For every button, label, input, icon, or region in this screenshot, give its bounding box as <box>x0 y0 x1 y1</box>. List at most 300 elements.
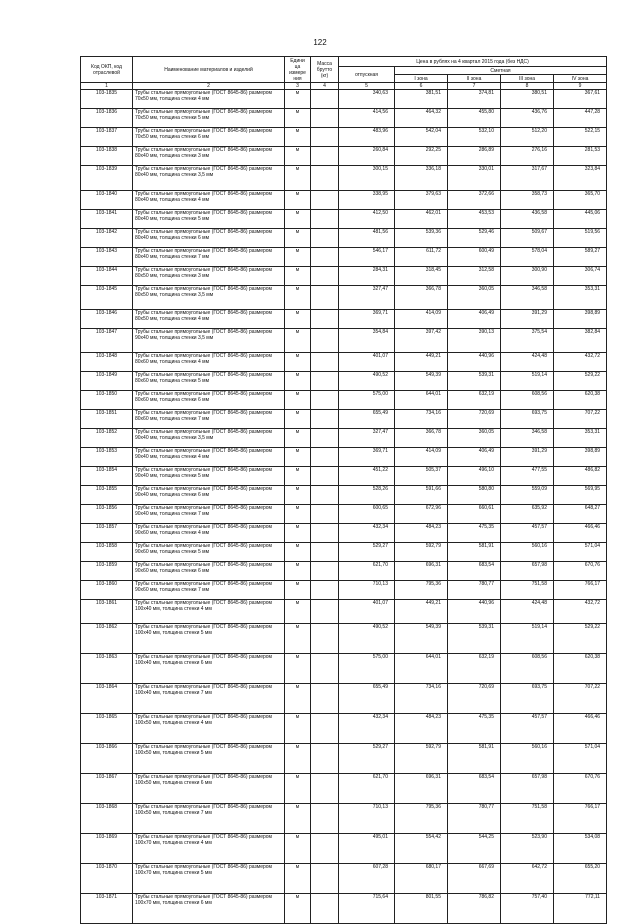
row-release-price: 490,52 <box>339 372 395 391</box>
row-name: Трубы стальные прямоугольные (ГОСТ 8645-86) размером 70х50 мм, толщина стенки 5 мм <box>133 109 285 128</box>
row-zone-3-price: 693,75 <box>501 684 554 714</box>
table-row <box>81 90 607 109</box>
row-mass <box>311 128 339 147</box>
row-name: Трубы стальные прямоугольные (ГОСТ 8645-86) размером 100х50 мм, толщина стенки 5 мм <box>133 744 285 774</box>
row-zone-4-price: 766,17 <box>554 581 607 600</box>
row-code: 103-1840 <box>81 191 133 210</box>
row-mass <box>311 147 339 166</box>
row-zone-2-price: 390,13 <box>448 329 501 353</box>
row-unit: м <box>285 229 311 248</box>
row-zone-3-price: 560,16 <box>501 744 554 774</box>
table-row <box>81 166 607 191</box>
row-mass <box>311 486 339 505</box>
row-unit: м <box>285 864 311 894</box>
row-zone-3-price: 509,67 <box>501 229 554 248</box>
row-name: Трубы стальные прямоугольные (ГОСТ 8645-86) размером 80х60 мм, толщина стенки 7 мм <box>133 410 285 429</box>
row-zone-4-price: 306,74 <box>554 267 607 286</box>
row-release-price: 621,70 <box>339 562 395 581</box>
row-zone-1-price: 292,25 <box>395 147 448 166</box>
table-row <box>81 310 607 329</box>
col-number: 3 <box>285 83 311 90</box>
row-zone-2-price: 496,10 <box>448 467 501 486</box>
row-zone-3-price: 635,92 <box>501 505 554 524</box>
table-row <box>81 864 607 894</box>
row-zone-2-price: 632,19 <box>448 391 501 410</box>
table-row <box>81 834 607 864</box>
row-zone-3-price: 457,57 <box>501 524 554 543</box>
header-estimate: Сметная <box>395 67 607 75</box>
table-row <box>81 191 607 210</box>
row-zone-2-price: 581,91 <box>448 744 501 774</box>
row-mass <box>311 372 339 391</box>
row-code: 103-1849 <box>81 372 133 391</box>
row-release-price: 529,27 <box>339 543 395 562</box>
table-row <box>81 714 607 744</box>
row-zone-2-price: 455,80 <box>448 109 501 128</box>
row-code: 103-1837 <box>81 128 133 147</box>
row-zone-1-price: 505,37 <box>395 467 448 486</box>
row-code: 103-1855 <box>81 486 133 505</box>
table-row <box>81 448 607 467</box>
row-zone-1-price: 696,31 <box>395 774 448 804</box>
row-unit: м <box>285 684 311 714</box>
row-name: Трубы стальные прямоугольные (ГОСТ 8645-86) размером 80х60 мм, толщина стенки 6 мм <box>133 391 285 410</box>
row-unit: м <box>285 654 311 684</box>
row-zone-4-price: 398,89 <box>554 448 607 467</box>
row-zone-4-price: 620,38 <box>554 391 607 410</box>
row-zone-3-price: 276,16 <box>501 147 554 166</box>
table-row <box>81 410 607 429</box>
row-mass <box>311 600 339 624</box>
row-code: 103-1866 <box>81 744 133 774</box>
row-mass <box>311 562 339 581</box>
row-zone-3-price: 519,14 <box>501 372 554 391</box>
row-mass <box>311 774 339 804</box>
row-code: 103-1869 <box>81 834 133 864</box>
row-zone-1-price: 611,72 <box>395 248 448 267</box>
row-mass <box>311 744 339 774</box>
table-row <box>81 581 607 600</box>
row-zone-2-price: 406,49 <box>448 310 501 329</box>
table-row <box>81 894 607 924</box>
row-zone-4-price: 323,84 <box>554 166 607 191</box>
row-zone-2-price: 720,69 <box>448 410 501 429</box>
row-zone-1-price: 672,96 <box>395 505 448 524</box>
table-row <box>81 128 607 147</box>
header-price-group: Цена в рублях на 4 квартал 2015 года (без НДС) <box>339 57 607 67</box>
row-release-price: 327,47 <box>339 286 395 310</box>
row-zone-1-price: 449,21 <box>395 353 448 372</box>
row-release-price: 300,15 <box>339 166 395 191</box>
row-code: 103-1836 <box>81 109 133 128</box>
table-row <box>81 229 607 248</box>
row-release-price: 546,17 <box>339 248 395 267</box>
row-zone-2-price: 360,05 <box>448 429 501 448</box>
row-name: Трубы стальные прямоугольные (ГОСТ 8645-86) размером 90х60 мм, толщина стенки 6 мм <box>133 562 285 581</box>
row-zone-3-price: 358,73 <box>501 191 554 210</box>
row-name: Трубы стальные прямоугольные (ГОСТ 8645-86) размером 100х50 мм, толщина стенки 4 мм <box>133 714 285 744</box>
row-zone-3-price: 642,72 <box>501 864 554 894</box>
row-mass <box>311 684 339 714</box>
row-name: Трубы стальные прямоугольные (ГОСТ 8645-86) размером 100х40 мм, толщина стенки 5 мм <box>133 624 285 654</box>
row-zone-2-price: 286,89 <box>448 147 501 166</box>
row-code: 103-1867 <box>81 774 133 804</box>
row-unit: м <box>285 562 311 581</box>
row-zone-1-price: 366,78 <box>395 286 448 310</box>
table-row <box>81 286 607 310</box>
row-zone-1-price: 414,09 <box>395 448 448 467</box>
row-zone-2-price: 475,35 <box>448 524 501 543</box>
row-code: 103-1852 <box>81 429 133 448</box>
row-zone-3-price: 578,04 <box>501 248 554 267</box>
row-zone-1-price: 801,55 <box>395 894 448 924</box>
row-code: 103-1853 <box>81 448 133 467</box>
row-mass <box>311 329 339 353</box>
row-zone-3-price: 751,58 <box>501 804 554 834</box>
row-code: 103-1846 <box>81 310 133 329</box>
row-unit: м <box>285 372 311 391</box>
row-zone-3-price: 757,40 <box>501 894 554 924</box>
row-zone-4-price: 589,27 <box>554 248 607 267</box>
col-number: 6 <box>395 83 448 90</box>
row-zone-2-price: 632,19 <box>448 654 501 684</box>
row-mass <box>311 90 339 109</box>
row-code: 103-1865 <box>81 714 133 744</box>
row-release-price: 412,50 <box>339 210 395 229</box>
row-unit: м <box>285 448 311 467</box>
row-code: 103-1838 <box>81 147 133 166</box>
row-name: Трубы стальные прямоугольные (ГОСТ 8645-86) размером 90х60 мм, толщина стенки 4 мм <box>133 524 285 543</box>
row-zone-4-price: 529,22 <box>554 624 607 654</box>
col-number: 4 <box>311 83 339 90</box>
row-release-price: 451,22 <box>339 467 395 486</box>
row-zone-2-price: 532,10 <box>448 128 501 147</box>
row-name: Трубы стальные прямоугольные (ГОСТ 8645-86) размером 80х60 мм, толщина стенки 5 мм <box>133 372 285 391</box>
row-zone-3-price: 751,58 <box>501 581 554 600</box>
row-unit: м <box>285 128 311 147</box>
row-zone-2-price: 660,61 <box>448 505 501 524</box>
row-unit: м <box>285 505 311 524</box>
col-number: 7 <box>448 83 501 90</box>
row-zone-2-price: 406,49 <box>448 448 501 467</box>
row-release-price: 414,56 <box>339 109 395 128</box>
row-unit: м <box>285 210 311 229</box>
row-mass <box>311 267 339 286</box>
row-release-price: 284,31 <box>339 267 395 286</box>
row-zone-1-price: 734,16 <box>395 410 448 429</box>
header-zone-1: I зона <box>395 75 448 83</box>
row-code: 103-1842 <box>81 229 133 248</box>
row-zone-3-price: 457,57 <box>501 714 554 744</box>
table-body <box>81 90 607 924</box>
row-unit: м <box>285 581 311 600</box>
row-mass <box>311 543 339 562</box>
row-zone-2-price: 539,31 <box>448 372 501 391</box>
table-row <box>81 329 607 353</box>
row-name: Трубы стальные прямоугольные (ГОСТ 8645-86) размером 80х40 мм, толщина стенки 4 мм <box>133 191 285 210</box>
row-zone-3-price: 693,75 <box>501 410 554 429</box>
row-release-price: 432,34 <box>339 714 395 744</box>
table-row <box>81 562 607 581</box>
row-zone-2-price: 683,54 <box>448 562 501 581</box>
row-zone-2-price: 683,54 <box>448 774 501 804</box>
row-name: Трубы стальные прямоугольные (ГОСТ 8645-86) размером 90х40 мм, толщина стенки 4 мм <box>133 448 285 467</box>
row-zone-4-price: 648,27 <box>554 505 607 524</box>
row-release-price: 528,26 <box>339 486 395 505</box>
row-zone-3-price: 424,48 <box>501 353 554 372</box>
row-zone-3-price: 560,16 <box>501 543 554 562</box>
row-zone-1-price: 734,16 <box>395 684 448 714</box>
row-unit: м <box>285 774 311 804</box>
row-zone-4-price: 353,31 <box>554 429 607 448</box>
row-code: 103-1843 <box>81 248 133 267</box>
row-zone-4-price: 281,53 <box>554 147 607 166</box>
row-release-price: 354,84 <box>339 329 395 353</box>
row-zone-4-price: 398,89 <box>554 310 607 329</box>
row-zone-1-price: 549,39 <box>395 624 448 654</box>
row-mass <box>311 524 339 543</box>
row-zone-4-price: 353,31 <box>554 286 607 310</box>
row-zone-4-price: 707,22 <box>554 410 607 429</box>
row-unit: м <box>285 429 311 448</box>
row-name: Трубы стальные прямоугольные (ГОСТ 8645-86) размером 80х40 мм, толщина стенки 7 мм <box>133 248 285 267</box>
row-zone-2-price: 475,35 <box>448 714 501 744</box>
row-unit: м <box>285 310 311 329</box>
row-zone-3-price: 346,58 <box>501 286 554 310</box>
row-zone-1-price: 449,21 <box>395 600 448 624</box>
row-mass <box>311 286 339 310</box>
row-code: 103-1856 <box>81 505 133 524</box>
row-release-price: 490,52 <box>339 624 395 654</box>
row-zone-2-price: 786,82 <box>448 894 501 924</box>
row-unit: м <box>285 524 311 543</box>
row-release-price: 401,07 <box>339 600 395 624</box>
row-code: 103-1861 <box>81 600 133 624</box>
row-code: 103-1863 <box>81 654 133 684</box>
row-code: 103-1844 <box>81 267 133 286</box>
row-mass <box>311 248 339 267</box>
row-zone-1-price: 484,23 <box>395 714 448 744</box>
row-zone-1-price: 696,31 <box>395 562 448 581</box>
row-mass <box>311 229 339 248</box>
table-row <box>81 248 607 267</box>
column-number-row <box>81 83 607 90</box>
row-zone-3-price: 436,76 <box>501 109 554 128</box>
row-unit: м <box>285 353 311 372</box>
row-name: Трубы стальные прямоугольные (ГОСТ 8645-86) размером 80х50 мм, толщина стенки 3,5 мм <box>133 286 285 310</box>
row-release-price: 327,47 <box>339 429 395 448</box>
row-release-price: 260,84 <box>339 147 395 166</box>
row-code: 103-1862 <box>81 624 133 654</box>
row-zone-3-price: 608,56 <box>501 391 554 410</box>
row-code: 103-1868 <box>81 804 133 834</box>
row-release-price: 710,13 <box>339 581 395 600</box>
row-name: Трубы стальные прямоугольные (ГОСТ 8645-86) размером 90х60 мм, толщина стенки 5 мм <box>133 543 285 562</box>
row-code: 103-1870 <box>81 864 133 894</box>
row-mass <box>311 804 339 834</box>
row-zone-2-price: 453,53 <box>448 210 501 229</box>
row-zone-3-price: 657,98 <box>501 562 554 581</box>
row-zone-4-price: 766,17 <box>554 804 607 834</box>
row-zone-1-price: 484,23 <box>395 524 448 543</box>
row-zone-4-price: 655,20 <box>554 864 607 894</box>
table-row <box>81 744 607 774</box>
row-name: Трубы стальные прямоугольные (ГОСТ 8645-86) размером 70х50 мм, толщина стенки 6 мм <box>133 128 285 147</box>
row-zone-4-price: 670,76 <box>554 774 607 804</box>
header-code: Код ОКП, код отраслевой <box>81 57 133 83</box>
row-zone-3-price: 477,55 <box>501 467 554 486</box>
row-name: Трубы стальные прямоугольные (ГОСТ 8645-86) размером 90х60 мм, толщина стенки 7 мм <box>133 581 285 600</box>
row-code: 103-1845 <box>81 286 133 310</box>
row-zone-3-price: 512,20 <box>501 128 554 147</box>
row-unit: м <box>285 600 311 624</box>
row-name: Трубы стальные прямоугольные (ГОСТ 8645-86) размером 80х40 мм, толщина стенки 3,5 мм <box>133 166 285 191</box>
row-zone-4-price: 466,46 <box>554 524 607 543</box>
row-unit: м <box>285 543 311 562</box>
row-zone-3-price: 317,67 <box>501 166 554 191</box>
table-row <box>81 429 607 448</box>
row-zone-2-price: 780,77 <box>448 581 501 600</box>
row-unit: м <box>285 191 311 210</box>
row-zone-2-price: 374,81 <box>448 90 501 109</box>
header-mass: Масса брутто (кг) <box>311 57 339 83</box>
row-name: Трубы стальные прямоугольные (ГОСТ 8645-86) размером 80х50 мм, толщина стенки 3 мм <box>133 267 285 286</box>
row-release-price: 710,13 <box>339 804 395 834</box>
row-name: Трубы стальные прямоугольные (ГОСТ 8645-86) размером 100х50 мм, толщина стенки 7 мм <box>133 804 285 834</box>
row-zone-4-price: 365,70 <box>554 191 607 210</box>
row-release-price: 655,49 <box>339 410 395 429</box>
row-zone-4-price: 670,76 <box>554 562 607 581</box>
row-code: 103-1871 <box>81 894 133 924</box>
row-zone-1-price: 539,36 <box>395 229 448 248</box>
row-release-price: 483,96 <box>339 128 395 147</box>
row-zone-4-price: 382,84 <box>554 329 607 353</box>
row-name: Трубы стальные прямоугольные (ГОСТ 8645-86) размером 80х40 мм, толщина стенки 6 мм <box>133 229 285 248</box>
row-name: Трубы стальные прямоугольные (ГОСТ 8645-86) размером 80х40 мм, толщина стенки 3 мм <box>133 147 285 166</box>
header-name: Наименование материалов и изделий <box>133 57 285 83</box>
row-unit: м <box>285 166 311 191</box>
row-release-price: 575,00 <box>339 654 395 684</box>
row-code: 103-1858 <box>81 543 133 562</box>
row-zone-3-price: 375,54 <box>501 329 554 353</box>
row-zone-3-price: 436,58 <box>501 210 554 229</box>
row-mass <box>311 410 339 429</box>
row-name: Трубы стальные прямоугольные (ГОСТ 8645-86) размером 100х70 мм, толщина стенки 5 мм <box>133 864 285 894</box>
row-zone-4-price: 571,04 <box>554 543 607 562</box>
row-release-price: 529,27 <box>339 744 395 774</box>
col-number: 5 <box>339 83 395 90</box>
row-zone-3-price: 380,51 <box>501 90 554 109</box>
table-row <box>81 372 607 391</box>
row-unit: м <box>285 834 311 864</box>
row-name: Трубы стальные прямоугольные (ГОСТ 8645-86) размером 100х40 мм, толщина стенки 7 мм <box>133 684 285 714</box>
row-zone-1-price: 381,51 <box>395 90 448 109</box>
row-zone-2-price: 312,58 <box>448 267 501 286</box>
table-row <box>81 210 607 229</box>
row-code: 103-1864 <box>81 684 133 714</box>
row-zone-2-price: 330,01 <box>448 166 501 191</box>
row-zone-2-price: 539,31 <box>448 624 501 654</box>
row-release-price: 607,28 <box>339 864 395 894</box>
row-zone-1-price: 680,17 <box>395 864 448 894</box>
row-mass <box>311 448 339 467</box>
row-name: Трубы стальные прямоугольные (ГОСТ 8645-86) размером 80х50 мм, толщина стенки 4 мм <box>133 310 285 329</box>
table-row <box>81 467 607 486</box>
table-row <box>81 109 607 128</box>
row-zone-4-price: 447,28 <box>554 109 607 128</box>
row-unit: м <box>285 267 311 286</box>
row-unit: м <box>285 286 311 310</box>
row-release-price: 481,56 <box>339 229 395 248</box>
row-unit: м <box>285 109 311 128</box>
row-code: 103-1859 <box>81 562 133 581</box>
row-zone-1-price: 795,36 <box>395 581 448 600</box>
row-code: 103-1851 <box>81 410 133 429</box>
table-row <box>81 600 607 624</box>
row-code: 103-1835 <box>81 90 133 109</box>
header-zone-3: III зона <box>501 75 554 83</box>
row-zone-4-price: 445,06 <box>554 210 607 229</box>
row-zone-2-price: 780,77 <box>448 804 501 834</box>
row-zone-1-price: 795,36 <box>395 804 448 834</box>
col-number: 9 <box>554 83 607 90</box>
row-name: Трубы стальные прямоугольные (ГОСТ 8645-86) размером 100х40 мм, толщина стенки 6 мм <box>133 654 285 684</box>
table-row <box>81 486 607 505</box>
row-zone-4-price: 620,38 <box>554 654 607 684</box>
page-number: 122 <box>313 38 327 47</box>
row-code: 103-1841 <box>81 210 133 229</box>
row-code: 103-1847 <box>81 329 133 353</box>
row-code: 103-1854 <box>81 467 133 486</box>
table-row <box>81 267 607 286</box>
col-number: 1 <box>81 83 133 90</box>
row-unit: м <box>285 410 311 429</box>
price-table <box>80 56 607 924</box>
row-unit: м <box>285 486 311 505</box>
row-name: Трубы стальные прямоугольные (ГОСТ 8645-86) размером 80х60 мм, толщина стенки 4 мм <box>133 353 285 372</box>
row-mass <box>311 714 339 744</box>
row-zone-1-price: 644,01 <box>395 391 448 410</box>
row-code: 103-1850 <box>81 391 133 410</box>
row-release-price: 369,71 <box>339 310 395 329</box>
row-zone-4-price: 569,95 <box>554 486 607 505</box>
row-zone-2-price: 529,46 <box>448 229 501 248</box>
row-mass <box>311 894 339 924</box>
row-unit: м <box>285 804 311 834</box>
row-mass <box>311 210 339 229</box>
row-zone-4-price: 519,56 <box>554 229 607 248</box>
row-release-price: 401,07 <box>339 353 395 372</box>
row-mass <box>311 109 339 128</box>
row-zone-1-price: 336,18 <box>395 166 448 191</box>
row-zone-4-price: 466,46 <box>554 714 607 744</box>
row-zone-4-price: 772,11 <box>554 894 607 924</box>
row-zone-2-price: 667,69 <box>448 864 501 894</box>
row-mass <box>311 581 339 600</box>
row-zone-3-price: 300,90 <box>501 267 554 286</box>
row-zone-2-price: 600,49 <box>448 248 501 267</box>
row-zone-1-price: 414,09 <box>395 310 448 329</box>
row-release-price: 655,49 <box>339 684 395 714</box>
row-zone-1-price: 644,01 <box>395 654 448 684</box>
table-row <box>81 684 607 714</box>
row-zone-2-price: 720,69 <box>448 684 501 714</box>
header-release: отпускная <box>339 67 395 83</box>
table-row <box>81 505 607 524</box>
row-release-price: 369,71 <box>339 448 395 467</box>
row-unit: м <box>285 90 311 109</box>
table-row <box>81 624 607 654</box>
